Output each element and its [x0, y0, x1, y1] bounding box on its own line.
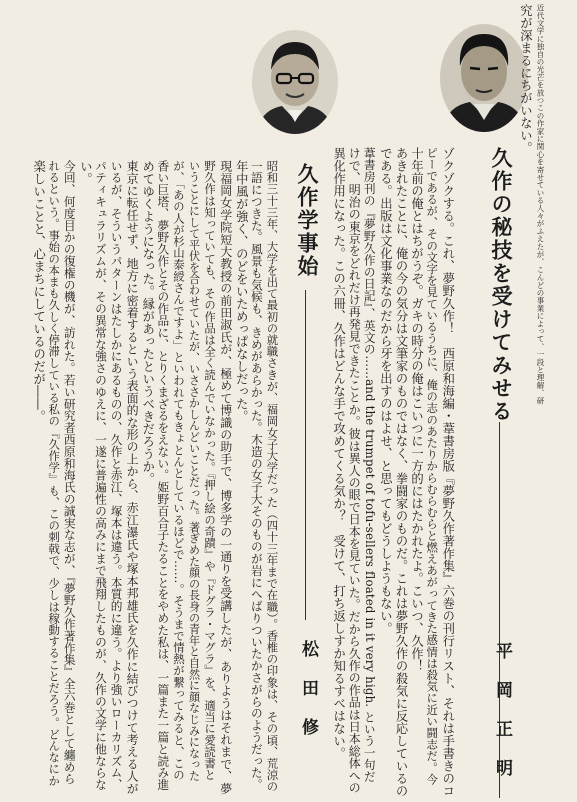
- bottom-line: 野久作は知っていても、その作品は全く読んでいなかった。『押し絵の奇蹟』や『ドグラ・マグラ』を、適当に愛読書と: [203, 160, 218, 781]
- bottom-line: 楽しいことと、心まちにしているのだが――。: [31, 160, 46, 423]
- bottom-article-heading: 久作学事始: [295, 163, 320, 278]
- bottom-line: が、「あの人が杉山泰綬さんですよ」といわれてもきょとんとしているほどで……。そうまで情熱が繋ってみると、この: [171, 160, 186, 781]
- top-line: 葦書房刊の『夢野久作の日記』、英文の……and the trumpet of tofu-sellers floated in it very high. という一句だ: [362, 147, 377, 783]
- bottom-heading-rule: [305, 290, 306, 620]
- top-line: 十年前の俺とはちがうぞ。ガキの時分の俺はこいつに一方的にはたかれたよ。こいつ、久作！: [409, 147, 424, 672]
- bottom-line: 東京に転任せず、地方に密着するという表面的な形の上から、赤江瀑氏や塚本邦雄氏を久作に結びつけて考える人が: [125, 160, 140, 795]
- top-line: けで、明治の東京をどれだけ再発見できたことか。彼は異人の眼で日本を見ていた。だから久作の作品は日本総体への: [347, 147, 362, 794]
- top-line: 究が深まるにちがいない。: [518, 4, 533, 154]
- bottom-line: 年中風が強く、のどをいためっぱなしだった。: [234, 160, 249, 423]
- bottom-line: 現福岡女学院短大教授の前田淑氏が、極めて博識の助手で、博多学の一通りを受講したが、ありようはそれまで、夢: [218, 160, 233, 795]
- bottom-line: いうことにして平伏を合わせていたが、いささかしんどいことだった。著ぎめた顔の長身の青年と自然に顔なじみになった: [187, 160, 201, 782]
- top-line: ピーであるが、その文字を見ているうちに、俺の志のあたりからむらむらと燃えあがってきた感情は殺気に近い闘志だ。今: [425, 147, 440, 785]
- bottom-line: 一語につきた。風景も気候も、きめがあらかった。木造の女子大そのものが岩にへばりついたかさがらのようだった。: [249, 160, 264, 791]
- bottom-line: パティキュラリズムが、その異常な強さのゆえに、一遂に普遍性の高みにまで飛翔したものが、久作の文学に他ならな: [93, 160, 108, 791]
- top-line: 異化作用になった。この六冊、久作はどんな手で攻めてくる気か？ 受けて、打ち返しすか知るすべはない。: [331, 147, 346, 760]
- bottom-line: 香い巨塔、夢野久作とその作品に、とりくまざるをえない。姫野百合子たることをやめた私は、一篇また一篇と読み進: [156, 160, 171, 791]
- top-article-body: [517, 4, 548, 406]
- top-line: 近代文学に独自の光芒を放つこの作家に関心を寄せている人々がふえたが、こんどの事業によって、一段と理解、研: [536, 4, 545, 405]
- portrait-left-photo: [252, 30, 338, 134]
- top-line: あきれたことに、俺の今の気分は文筆家のものではなく、拳闘家のものだ。これは夢野久作の殺気に反応しているの: [393, 147, 408, 797]
- top-article-author: 平岡正明: [492, 642, 512, 798]
- top-line: ゾクゾクする。これ、夢野久作！ 西原和海編・葦書房版『夢野久作著作集』六巻の刊行リスト、それは手書きのコ: [440, 147, 455, 797]
- bottom-line: めてゆくようになった。縁があったというべきだろうか。: [140, 160, 155, 485]
- bottom-article-body: [30, 160, 280, 796]
- bottom-line: 昭和三十三年、大学を出て最初の就職さきが、福岡女子大学だった（四十三年まで在職）。香椎の印象は、その頃、荒涼の: [265, 160, 280, 793]
- bottom-line: 今回、何度目かの復権の機が、訪れた。若い研究者西原和海氏の誠実な志が、『夢野久作著作集』全六巻として纏めら: [62, 160, 77, 785]
- bottom-line: いるが、そういうパターンはたしかにあるものの、久作と赤江、塚本は違う。本質的に違う。より強いローカリズム、: [109, 160, 124, 791]
- bottom-line: れるという。事始の本まも久しく停滞している私の『久作学』も、この刺戟で、少しは稼動することだろう。どんなにか: [47, 160, 62, 787]
- top-article-heading: 久作の秘技を受けてみせる: [489, 147, 514, 423]
- portrait-right-photo: [440, 24, 528, 132]
- bottom-line: い。: [78, 160, 93, 185]
- top-line: である。出版は文化事業なのだから牙を出すのはよせ、と思ってもどうしようもない。: [378, 147, 393, 635]
- bottom-article-author: 松田修: [298, 640, 318, 757]
- top-article-body-continued: [330, 147, 455, 797]
